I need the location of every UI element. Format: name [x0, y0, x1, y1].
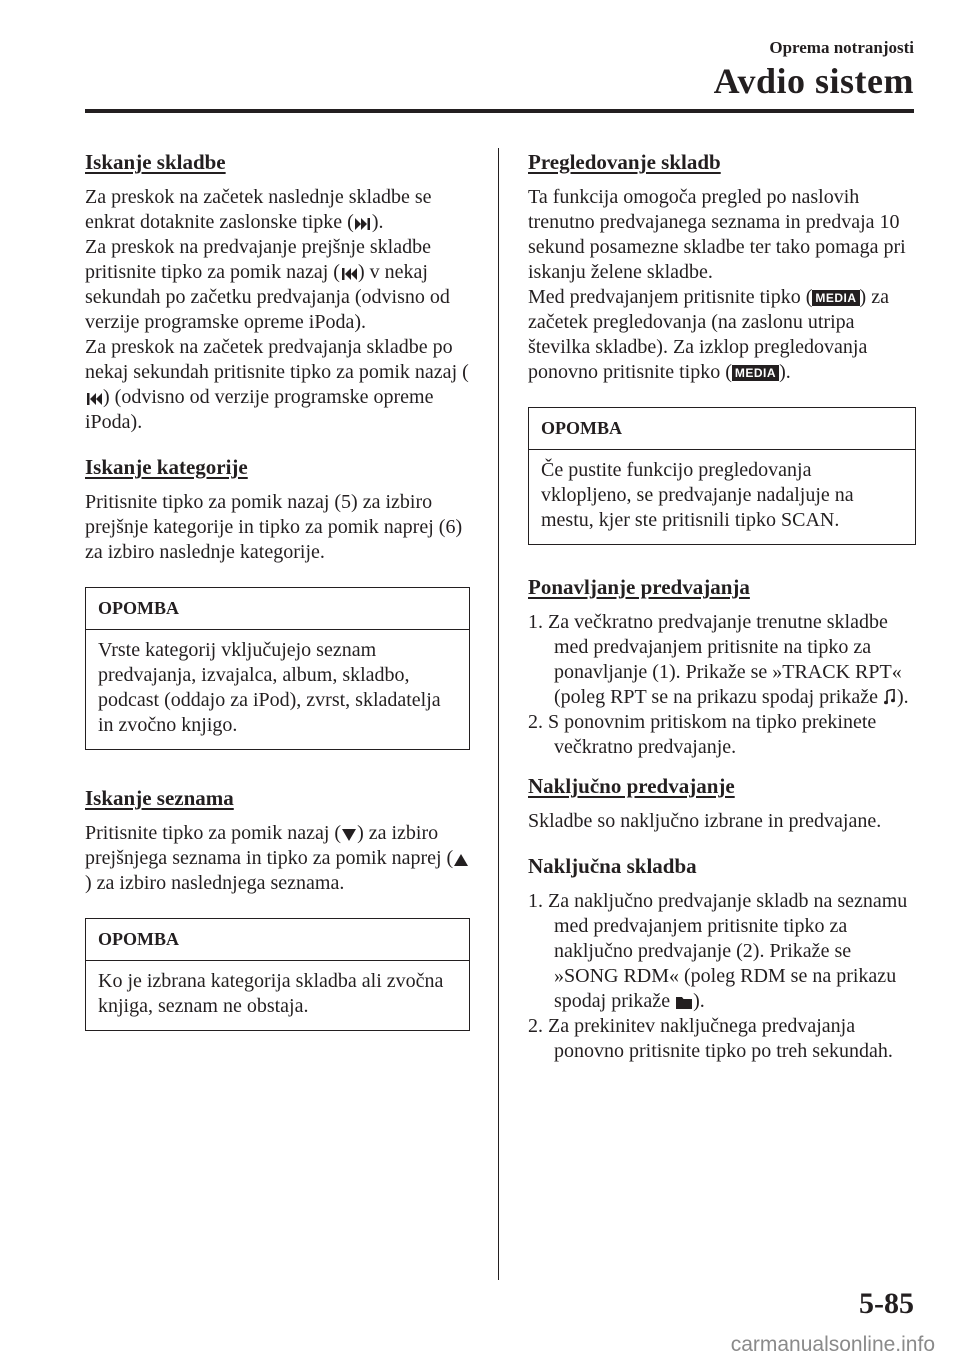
- category-search-text: Pritisnite tipko za pomik nazaj (5) za izbiro prejšnje kategorije in tipko za pomik naprej (6) za izbiro naslednje kategorije.: [85, 491, 463, 563]
- note-box-list: [85, 918, 470, 1031]
- media-button-icon: MEDIA: [812, 290, 859, 306]
- skip-back-icon: [86, 393, 102, 405]
- triangle-up-icon: [454, 854, 468, 866]
- left-column: [85, 150, 470, 1031]
- track-search-text: Za preskok na začetek naslednje skladbe se enkrat dotaknite zaslonske tipke ( ). Za preskok na predvajanje prejšnje skladbe pritisnite tipko za pomik nazaj ( ) v nekaj sekundah po začetku predvajanja (odvisno od verzije programske opreme iPoda). Za preskok na začetek predvajanja skladbe po nekaj sekundah pritisnite tipko za pomik nazaj () (odvisno od verzije programske opreme iPoda).: [85, 186, 469, 433]
- section-title-random: Naključno predvajanje: [528, 774, 735, 798]
- note-title: OPOMBA: [529, 408, 915, 450]
- right-column: [528, 150, 916, 1064]
- repeat-steps: [528, 610, 916, 760]
- note-box-scan: [528, 407, 916, 545]
- note-title: OPOMBA: [86, 588, 469, 630]
- section-title-random-track: Naključna skladba: [528, 854, 697, 878]
- media-button-icon: MEDIA: [732, 365, 779, 381]
- list-item: 1. Za naključno predvajanje skladb na seznamu med predvajanjem pritisnite tipko za naključno predvajanje (2). Prikaže se »SONG RDM« (poleg RDM se na prikazu spodaj prikaže ).: [528, 890, 908, 1012]
- section-title-list-search: Iskanje seznama: [85, 786, 234, 810]
- column-divider: [498, 148, 499, 1280]
- section-title-track-search: Iskanje skladbe: [85, 150, 226, 174]
- header-rule: [85, 109, 914, 113]
- skip-back-icon: [341, 268, 357, 280]
- header-section: Oprema notranjosti: [769, 38, 914, 57]
- list-item: 2. S ponovnim pritiskom na tipko prekinete večkratno predvajanje.: [528, 711, 877, 758]
- triangle-down-icon: [342, 829, 356, 841]
- page-number: 5-85: [859, 1287, 914, 1320]
- list-item: 2. Za prekinitev naključnega predvajanja ponovno pritisnite tipko po treh sekundah.: [528, 1015, 893, 1062]
- note-text: Če pustite funkcijo pregledovanja vklopljeno, se predvajanje nadaljuje na mestu, kjer ste pritisnili tipko SCAN.: [541, 459, 854, 531]
- note-title: OPOMBA: [86, 919, 469, 961]
- note-box-categories: [85, 587, 470, 750]
- skip-forward-icon: [355, 218, 371, 230]
- random-text: Skladbe so naključno izbrane in predvajane.: [528, 810, 882, 832]
- folder-icon: [676, 995, 692, 1009]
- section-title-category-search: Iskanje kategorije: [85, 455, 248, 479]
- page-title: Avdio sistem: [713, 61, 914, 101]
- music-note-icon: [884, 689, 896, 705]
- section-title-track-scan: Pregledovanje skladb: [528, 150, 721, 174]
- random-track-steps: [528, 889, 916, 1064]
- note-text: Ko je izbrana kategorija skladba ali zvočna knjiga, seznam ne obstaja.: [98, 970, 444, 1017]
- track-scan-text: Ta funkcija omogoča pregled po naslovih trenutno predvajanega seznama in predvaja 10 sekund posamezne skladbe ter tako pomaga pri iskanju želene skladbe. Med predvajanjem pritisnite tipko ( MEDIA ) za začetek pregledovanja (na zaslonu utripa številka skladbe). Za izklop pregledovanja ponovno pritisnite tipko ( MEDIA ).: [528, 186, 906, 383]
- list-item: 1. Za večkratno predvajanje trenutne skladbe med predvajanjem pritisnite na tipko za ponavljanje (1). Prikaže se »TRACK RPT« (poleg RPT se na prikazu spodaj prikaže ).: [528, 611, 909, 708]
- note-text: Vrste kategorij vključujejo seznam predvajanja, izvajalca, album, skladbo, podcast (oddajo za iPod), zvrst, skladatelja in zvočno knjigo.: [98, 639, 441, 736]
- section-title-repeat: Ponavljanje predvajanja: [528, 575, 750, 599]
- watermark: carmanualsonline.info: [730, 1333, 935, 1356]
- list-search-text: Pritisnite tipko za pomik nazaj ( ) za izbiro prejšnjega seznama in tipko za pomik naprej () za izbiro naslednjega seznama.: [85, 821, 470, 896]
